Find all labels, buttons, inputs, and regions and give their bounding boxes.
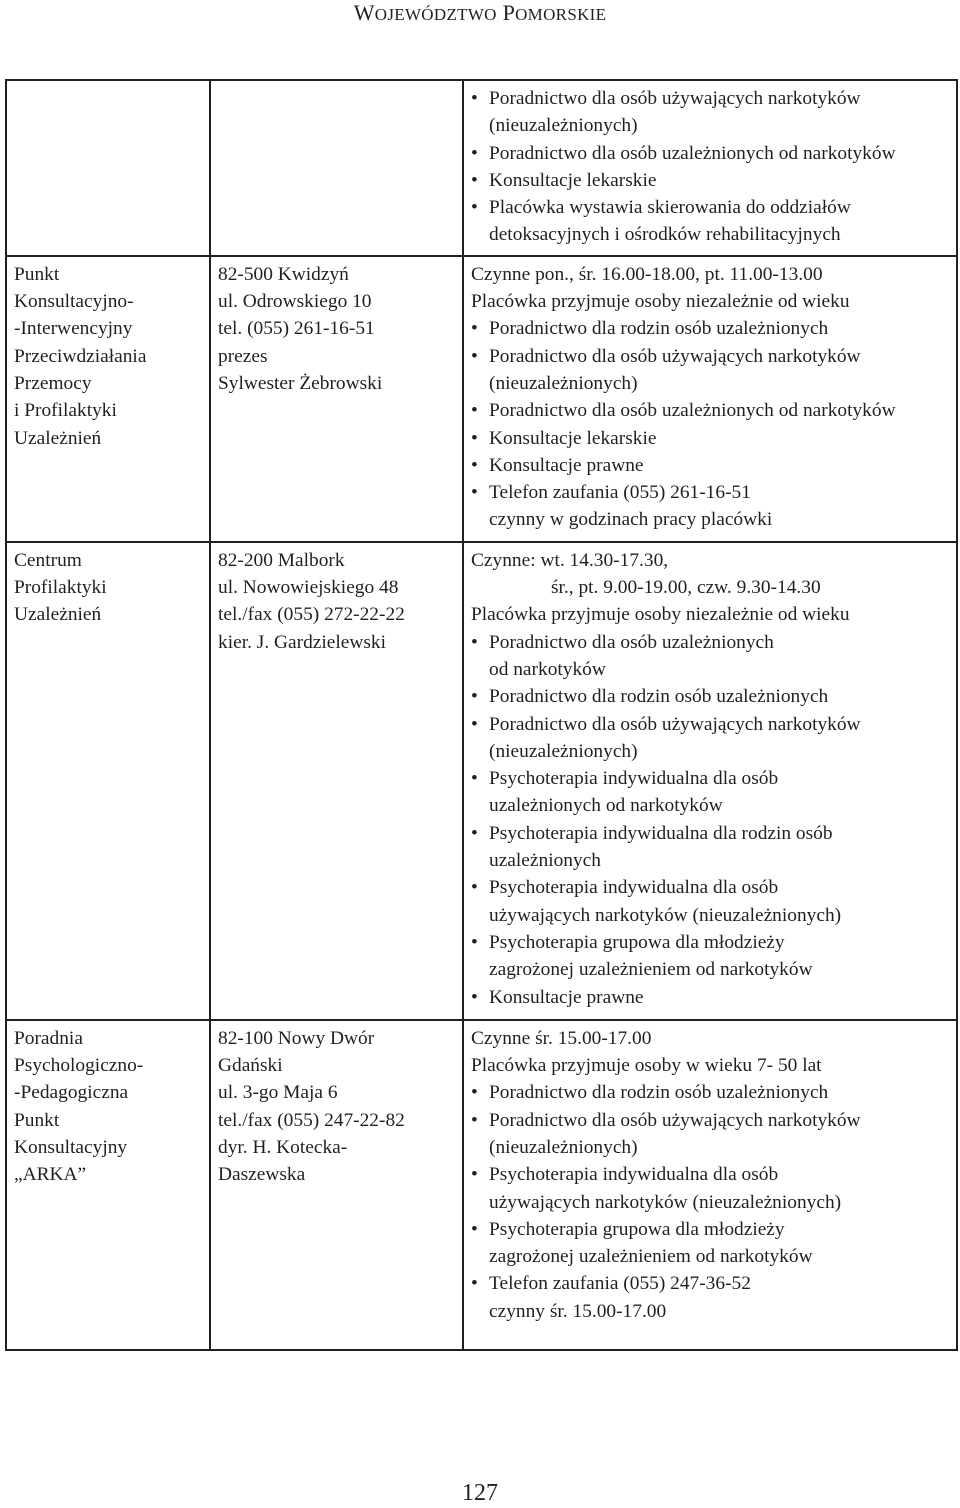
institution-name-line: Przeciwdziałania — [14, 345, 147, 367]
institution-name-line: Konsultacyjny — [14, 1136, 128, 1158]
institution-name-line: Psychologiczno- — [14, 1055, 144, 1077]
service-bullet-item: • Konsultacje lekarskie — [471, 425, 950, 452]
service-text-line: Placówka przyjmuje osoby niezależnie od wieku — [471, 291, 850, 313]
institution-name-line: Uzależnień — [14, 427, 102, 449]
institution-name-line: Przemocy — [14, 372, 92, 394]
table-row — [6, 80, 957, 256]
service-bullet-item: • Poradnictwo dla rodzin osób uzależnionych — [471, 1079, 950, 1106]
service-text-line: (nieuzależnionych) — [489, 372, 638, 394]
institution-name-cell — [6, 1020, 210, 1350]
institution-name-line: -Pedagogiczna — [14, 1082, 129, 1104]
address-line: 82-500 Kwidzyń — [218, 263, 349, 285]
service-bullet-item: • Placówka wystawia skierowania do oddziałów — [471, 194, 950, 221]
page-number: 127 — [462, 1480, 498, 1506]
service-text-line: detoksacyjnych i ośrodków rehabilitacyjnych — [489, 224, 841, 246]
address-cell — [210, 1020, 463, 1350]
institution-name-cell — [6, 256, 210, 542]
service-bullet-item: • Psychoterapia indywidualna dla osób — [471, 1161, 950, 1188]
institution-name-line: Poradnia — [14, 1027, 83, 1049]
institution-name-line: Punkt — [14, 263, 60, 285]
service-text-line: Czynne pon., śr. 16.00-18.00, pt. 11.00-13.00 — [471, 263, 823, 285]
service-bullet-item: • Poradnictwo dla osób używających narkotyków — [471, 343, 950, 370]
services-cell — [463, 1020, 957, 1350]
service-bullet-item: • Poradnictwo dla osób uzależnionych — [471, 629, 950, 656]
service-bullet-item: • Psychoterapia indywidualna dla rodzin osób — [471, 820, 950, 847]
services-cell — [463, 542, 957, 1020]
header-title-p: P — [502, 0, 516, 25]
service-text-line: używających narkotyków (nieuzależnionych) — [489, 904, 842, 926]
service-text-line: Placówka przyjmuje osoby w wieku 7- 50 lat — [471, 1055, 822, 1077]
header-title-w: W — [353, 0, 375, 25]
table-row — [6, 256, 957, 542]
service-bullet-item: • Poradnictwo dla rodzin osób uzależnionych — [471, 683, 950, 710]
address-line: Daszewska — [218, 1164, 306, 1186]
address-line: ul. Nowowiejskiego 48 — [218, 577, 399, 599]
institution-name-line: „ARKA” — [14, 1164, 87, 1186]
address-line: prezes — [218, 345, 268, 367]
service-text-line: zagrożonej uzależnieniem od narkotyków — [489, 959, 813, 981]
service-bullet-item: • Konsultacje prawne — [471, 452, 950, 479]
service-text-line: śr., pt. 9.00-19.00, czw. 9.30-14.30 — [551, 577, 821, 599]
address-line: tel. (055) 261-16-51 — [218, 318, 375, 340]
institution-name-cell — [6, 80, 210, 256]
institution-name-line: Konsultacyjno- — [14, 291, 134, 313]
service-text-line: zagrożonej uzależnieniem od narkotyków — [489, 1246, 813, 1268]
service-bullet-item: • Poradnictwo dla osób uzależnionych od narkotyków — [471, 397, 950, 424]
address-line: tel./fax (055) 247-22-82 — [218, 1109, 405, 1131]
service-bullet-item: • Psychoterapia indywidualna dla osób — [471, 874, 950, 901]
service-bullet-item: • Telefon zaufania (055) 261-16-51 — [471, 479, 950, 506]
service-bullet-item: • Poradnictwo dla osób używających narkotyków — [471, 711, 950, 738]
service-text-line: czynny śr. 15.00-17.00 — [489, 1300, 667, 1322]
address-line: Sylwester Żebrowski — [218, 372, 383, 394]
service-text-line: Czynne: wt. 14.30-17.30, — [471, 549, 669, 571]
address-line: ul. Odrowskiego 10 — [218, 291, 372, 313]
institution-name-line: Centrum — [14, 549, 82, 571]
service-bullet-item: • Psychoterapia grupowa dla młodzieży — [471, 1216, 950, 1243]
service-text-line: uzależnionych — [489, 850, 601, 872]
institution-name-line: Punkt — [14, 1109, 60, 1131]
address-cell — [210, 542, 463, 1020]
service-text-line: Placówka przyjmuje osoby niezależnie od wieku — [471, 604, 850, 626]
service-bullet-item: • Konsultacje prawne — [471, 984, 950, 1011]
address-line: 82-200 Malbork — [218, 549, 345, 571]
address-cell — [210, 256, 463, 542]
service-text-line: (nieuzależnionych) — [489, 115, 638, 137]
service-bullet-item: • Poradnictwo dla osób używających narkotyków — [471, 1107, 950, 1134]
table-row — [6, 1020, 957, 1350]
services-cell — [463, 80, 957, 256]
service-text-line: od narkotyków — [489, 658, 606, 680]
service-text-line: (nieuzależnionych) — [489, 740, 638, 762]
table-row — [6, 542, 957, 1020]
service-text-line: używających narkotyków (nieuzależnionych) — [489, 1191, 842, 1213]
service-bullet-item: • Poradnictwo dla osób używających narkotyków — [471, 85, 950, 112]
institution-name-line: Profilaktyki — [14, 577, 107, 599]
institution-name-cell — [6, 542, 210, 1020]
institution-name-line: Uzależnień — [14, 604, 102, 626]
institution-name-line: i Profilaktyki — [14, 400, 117, 422]
institution-name-line: -Interwencyjny — [14, 318, 133, 340]
service-bullet-item: • Psychoterapia indywidualna dla osób — [471, 765, 950, 792]
address-line: 82-100 Nowy Dwór — [218, 1027, 375, 1049]
header-title-omorskie: OMORSKIE — [515, 5, 607, 24]
directory-table — [5, 79, 958, 1351]
address-cell — [210, 80, 463, 256]
service-text-line: Czynne śr. 15.00-17.00 — [471, 1027, 652, 1049]
service-bullet-item: • Poradnictwo dla rodzin osób uzależnionych — [471, 315, 950, 342]
services-cell — [463, 256, 957, 542]
page-header — [0, 0, 960, 34]
service-bullet-item: • Psychoterapia grupowa dla młodzieży — [471, 929, 950, 956]
address-line: Gdański — [218, 1055, 283, 1077]
address-line: ul. 3-go Maja 6 — [218, 1082, 338, 1104]
service-text-line: uzależnionych od narkotyków — [489, 795, 723, 817]
header-title-ojewodztwo: OJEWÓDZTWO — [374, 5, 497, 24]
address-line: tel./fax (055) 272-22-22 — [218, 604, 405, 626]
service-text-line: czynny w godzinach pracy placówki — [489, 509, 773, 531]
service-bullet-item: • Telefon zaufania (055) 247-36-52 — [471, 1270, 950, 1297]
address-line: kier. J. Gardzielewski — [218, 631, 387, 653]
service-text-line: (nieuzależnionych) — [489, 1136, 638, 1158]
service-bullet-item: • Konsultacje lekarskie — [471, 167, 950, 194]
address-line: dyr. H. Kotecka- — [218, 1136, 348, 1158]
service-bullet-item: • Poradnictwo dla osób uzależnionych od narkotyków — [471, 140, 950, 167]
